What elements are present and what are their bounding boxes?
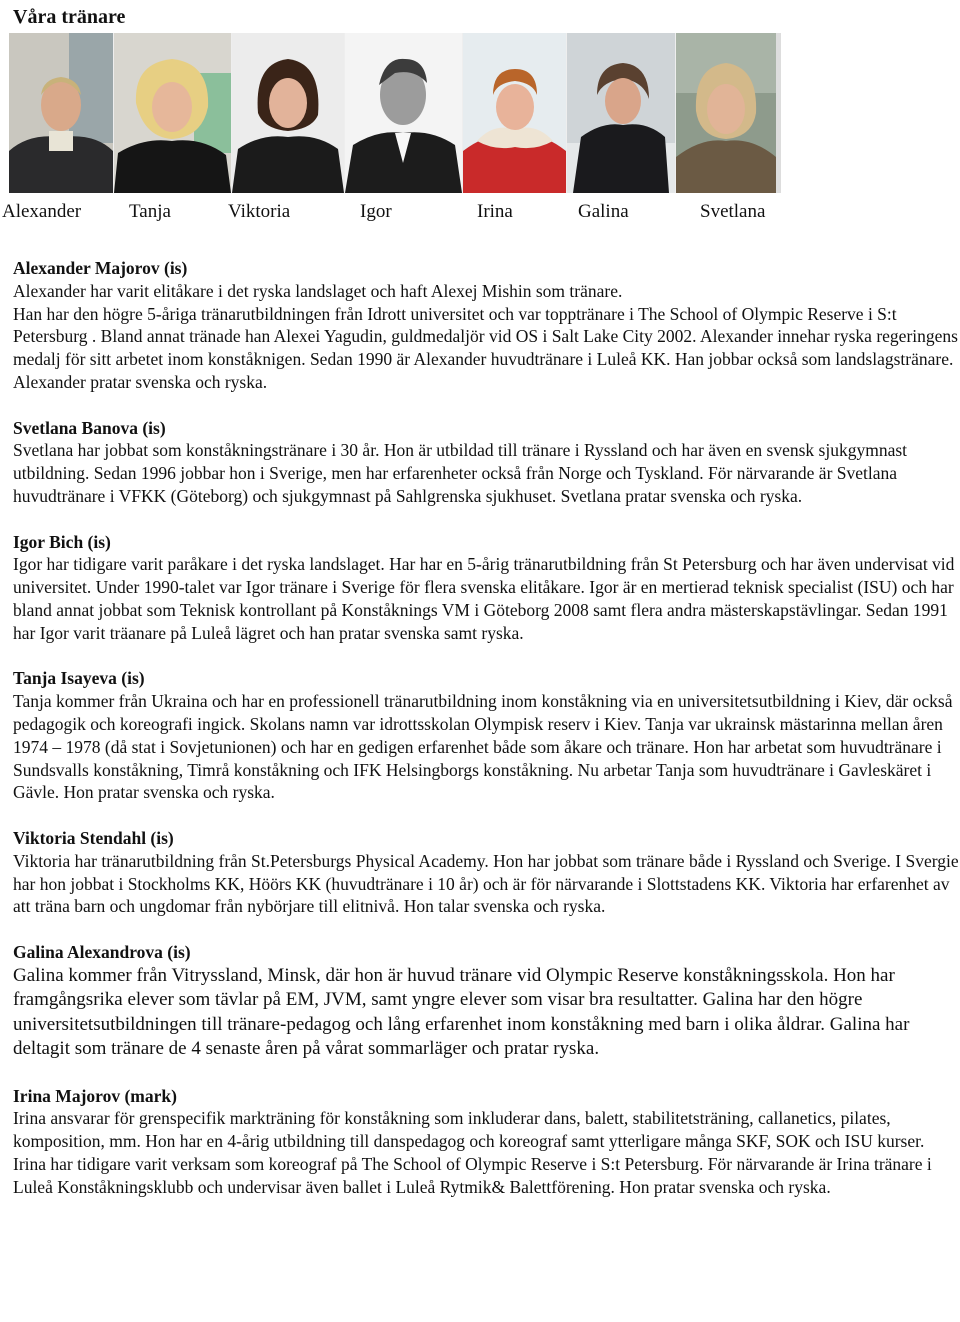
caption-viktoria: Viktoria [228, 201, 291, 222]
bio-paragraph: Viktoria har tränarutbildning från St.Petersburgs Physical Academy. Hon har jobbat som tränare både i Ryssland och Sverige. I Svergie har hon jobbat i Stockholms KK, Höörs KK (huvudtränare i 10 år) och är för närvarande i Slottstadens KK. Viktoria har erfarenhet av att träna barn och ungdomar från nybörjare till elitnivå. Hon talar svenska och ryska. [13, 850, 959, 917]
coach-photo-svetlana [676, 33, 776, 193]
bio-paragraph: Igor har tidigare varit paråkare i det ryska landslaget. Har har en 5-årig tränarutbildning från St Petersburg och har även undervisat vid universitet. Under 1990-talet var Igor tränare i Sverige för flera svenska elitåkare. Igor är en mertierad teknisk specialist (ISU) och har bland annat jobbat som Teknisk kontrollant på Konståknings VM i Göteborg 2008 samt flera andra mästerskapstävlingar. Sedan 1991 har Igor varit träanare på Luleå lägret och han pratar svenska samt ryska. [13, 554, 955, 643]
bio-paragraph: Svetlana har jobbat som konståkningstränare i 30 år. Hon är utbildad till tränare i Ryssland och har även en svensk sjukgymnast utbildning. Sedan 1996 jobbar hon i Sverige, men har erfarenheter också från Norge och Tyskland. För närvarande är Svetlana huvudtränare i VFKK (Göteborg) och sjukgymnast på Sahlgrenska sjukhuset. Svetlana pratar svenska och ryska. [13, 440, 908, 506]
bio-heading: Irina Majorov (mark) [13, 1085, 177, 1106]
bio-paragraph: Irina har tidigare varit verksam som koreograf på The School of Olympic Reserve i S:t Petersburg. För närvarande är Irina tränare i Luleå Konståkningsklubb och undervisar även ballet i Luleå Rytmik& Balettförening. Hon pratar svenska och ryska. [13, 1153, 932, 1197]
bio-irina [13, 1085, 959, 1199]
coach-photo-galina [567, 33, 676, 193]
page-title: Våra tränare [13, 6, 126, 28]
caption-alexander: Alexander [2, 201, 82, 222]
bio-paragraph: Galina kommer från Vitryssland, Minsk, där hon är huvud tränare vid Olympic Reserve konståkningsskola. Hon har framgångsrika elever som tävlar på EM, JVM, samt yngre elever som visar bra resultatter. Galina har den högre universitetsutbildningen till tränare-pedagog och lång erfarenhet inom konståkning med barn i olika åldrar. Galina har deltagit som tränare de 4 senaste åren på vårat sommarläger och pratar ryska. [13, 964, 910, 1060]
coach-photo-viktoria [232, 33, 345, 193]
bio-heading: Viktoria Stendahl (is) [13, 827, 174, 848]
caption-irina: Irina [477, 201, 513, 222]
caption-igor: Igor [360, 201, 392, 222]
bio-heading: Galina Alexandrova (is) [13, 941, 191, 962]
coach-photo-strip [9, 33, 781, 193]
bio-galina [13, 941, 959, 1062]
caption-tanja: Tanja [129, 201, 171, 222]
caption-svetlana: Svetlana [700, 201, 766, 222]
coach-photo-igor [345, 33, 463, 193]
bio-paragraph: Irina ansvarar för grenspecifik markträning för konståkning som inkluderar dans, balett, stabilitetsträning, callanetics, pilates, komposition, mm. Hon har en 4-årig utbildning till danspedagog och koreograf samt ytterligare många SKF, SOK och ISU kurser. [13, 1108, 925, 1152]
bio-heading: Igor Bich (is) [13, 531, 111, 552]
bio-alexander [13, 257, 959, 394]
bio-igor [13, 531, 959, 645]
bio-paragraph: Alexander har varit elitåkare i det ryska landslaget och haft Alexej Mishin som tränare. [13, 280, 623, 301]
bio-paragraph: Tanja kommer från Ukraina och har en professionell tränarutbildning inom konståkning via en universitetsutbildning i Kiev, där också pedagogik och koreografi ingick. Skolans namn var idrottsskolan Olympisk reserv i Kiev. Tanja var ukrainsk mästarinna mellan åren 1974 – 1978 (då stat i Sovjetunionen) och har en gedigen erfarenhet både som åkare och tränare. Hon har arbetat som huvudtränare i Sundsvalls konståkning, Timrå konståkning och IFK Helsingborgs konståkning. Nu arbetar Tanja som huvudtränare i Gavleskäret i Gävle. Hon pratar svenska och ryska. [13, 691, 953, 803]
bio-heading: Svetlana Banova (is) [13, 417, 166, 438]
bio-paragraph: Han har den högre 5-åriga tränarutbildningen från Idrott universitet och var topptränare i The School of Olympic Reserve i S:t Petersburg . Bland annat tränade han Alexei Yagudin, guldmedaljör vid OS i Salt Lake City 2002. Alexander innehar ryska regeringens medalj för sitt arbetet inom konståknigen. Sedan 1990 är Alexander huvudtränare i Luleå KK. Han jobbar också som landslagstränare. Alexander pratar svenska och ryska. [13, 303, 958, 392]
bio-viktoria [13, 827, 959, 918]
coach-bios [13, 257, 959, 1221]
coach-photo-alexander [9, 33, 114, 193]
bio-heading: Tanja Isayeva (is) [13, 668, 145, 689]
caption-galina: Galina [578, 201, 629, 222]
coach-photo-tanja [114, 33, 232, 193]
bio-svetlana [13, 417, 959, 508]
bio-heading: Alexander Majorov (is) [13, 258, 188, 278]
coach-photo-irina [463, 33, 567, 193]
bio-tanja [13, 667, 959, 804]
